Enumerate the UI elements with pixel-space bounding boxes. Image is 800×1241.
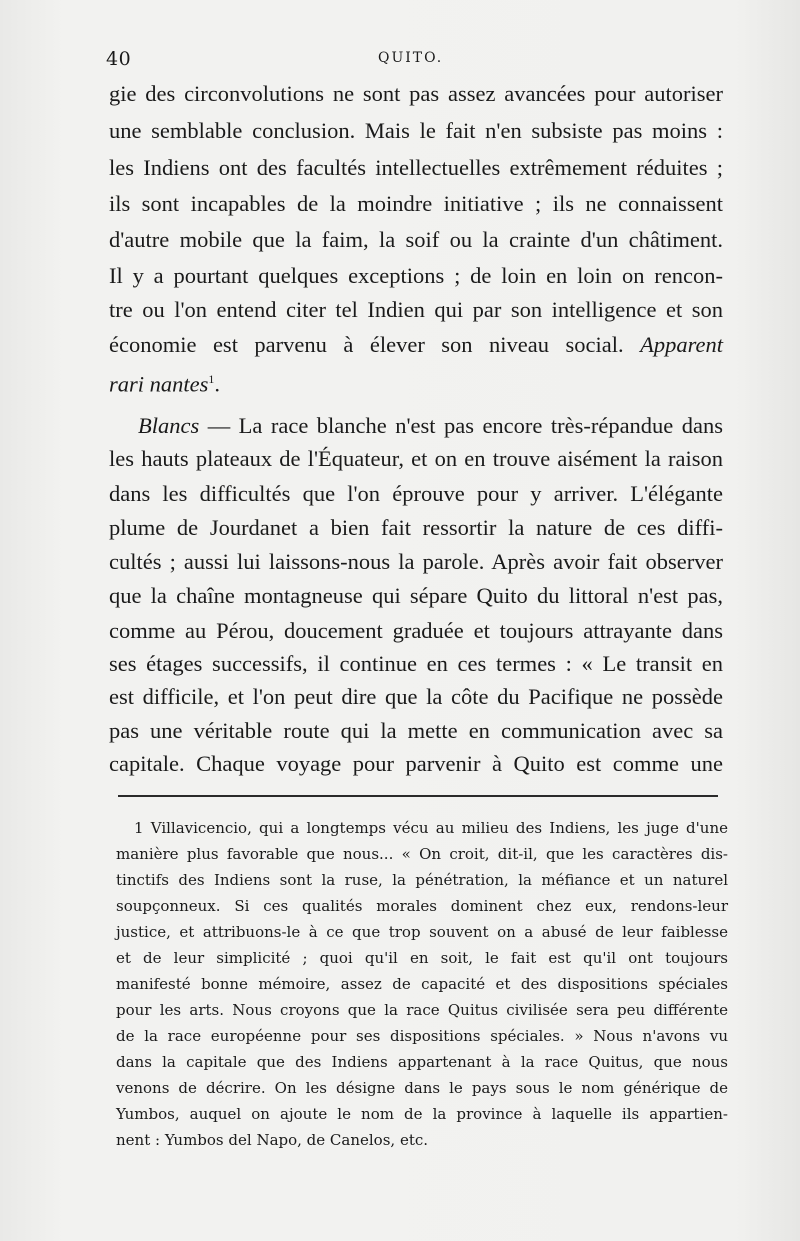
blancs-first-line — [138, 408, 723, 444]
footnote-first-line — [134, 816, 728, 841]
body-line: cultés ; aussi lui laissons-nous la parole. Après avoir fait observer — [109, 549, 723, 574]
footnote-line: et de leur simplicité ; quoi qu'il en soit, le fait est qu'il ont toujours — [116, 949, 728, 967]
footnote-line: pour les arts. Nous croyons que la race Quitus civilisée sera peu différente — [116, 1001, 728, 1019]
body-line: d'autre mobile que la faim, la soif ou la crainte d'un châtiment. — [109, 227, 723, 252]
latin-quote-line — [109, 361, 723, 397]
body-line: tre ou l'on entend citer tel Indien qui par son intelligence et son — [109, 297, 723, 322]
footnote-separator — [118, 795, 718, 797]
body-line: dans les difficultés que l'on éprouve pour y arriver. L'élégante — [109, 481, 723, 506]
body-line: une semblable conclusion. Mais le fait n'en subsiste pas moins : — [109, 118, 723, 143]
body-line-with-latin — [109, 327, 723, 363]
body-line: comme au Pérou, doucement graduée et toujours attrayante dans — [109, 618, 723, 643]
latin-quote-end: rari nantes — [109, 371, 209, 397]
footnote-line: justice, et attribuons-le à ce que trop souvent on a abusé de leur faiblesse — [116, 923, 728, 941]
footnote-line: manifesté bonne mémoire, assez de capacité et des dispositions spéciales — [116, 975, 728, 993]
body-line: les hauts plateaux de l'Équateur, et on en trouve aisément la raison — [109, 446, 723, 471]
footnote-line: Yumbos, auquel on ajoute le nom de la province à laquelle ils appartien- — [116, 1105, 728, 1123]
footnote-marker: 1 — [134, 819, 144, 837]
footnote-line: venons de décrire. On les désigne dans le pays sous le nom générique de — [116, 1079, 728, 1097]
body-line: que la chaîne montagneuse qui sépare Quito du littoral n'est pas, — [109, 583, 723, 608]
body-line: Il y a pourtant quelques exceptions ; de loin en loin on rencon- — [109, 263, 723, 288]
body-line: les Indiens ont des facultés intellectuelles extrêmement réduites ; — [109, 155, 723, 180]
footnote-reference[interactable]: 1 — [208, 372, 215, 386]
body-line: pas une véritable route qui la mette en communication avec sa — [109, 718, 723, 743]
blancs-first-line-text: — La race blanche n'est pas encore très-répandue dans — [207, 413, 724, 438]
body-line: plume de Jourdanet a bien fait ressortir la nature de ces diffi- — [109, 515, 723, 540]
body-line: ses étages successifs, il continue en ces termes : « Le transit en — [109, 651, 723, 676]
section-heading-blancs: Blancs — [138, 413, 200, 438]
body-line: gie des circonvolutions ne sont pas assez avancées pour autoriser — [109, 81, 723, 106]
latin-quote-start: Apparent — [640, 332, 724, 357]
footnote-line: tinctifs des Indiens sont la ruse, la pénétration, la méfiance et un naturel — [116, 871, 728, 889]
sentence-period: . — [214, 371, 221, 397]
footnote-line: dans la capitale que des Indiens appartenant à la race Quitus, que nous — [116, 1053, 728, 1071]
body-line-text: économie est parvenu à élever son niveau social. — [109, 332, 624, 357]
footnote-line: manière plus favorable que nous... « On croit, dit-il, que les caractères dis- — [116, 845, 728, 863]
body-line: capitale. Chaque voyage pour parvenir à Quito est comme une — [109, 751, 723, 776]
body-line: ils sont incapables de la moindre initiative ; ils ne connaissent — [109, 191, 723, 216]
footnote-line: nent : Yumbos del Napo, de Canelos, etc. — [116, 1131, 429, 1149]
footnote-line: Villavicencio, qui a longtemps vécu au milieu des Indiens, les juge d'une — [150, 819, 728, 837]
running-title: QUITO. — [378, 50, 444, 66]
footnote-line: de la race européenne pour ses dispositions spéciales. » Nous n'avons vu — [116, 1027, 728, 1045]
footnote-line: soupçonneux. Si ces qualités morales dominent chez eux, rendons-leur — [116, 897, 728, 915]
page-number: 40 — [106, 48, 132, 70]
body-line: est difficile, et l'on peut dire que la côte du Pacifique ne possède — [109, 684, 723, 709]
